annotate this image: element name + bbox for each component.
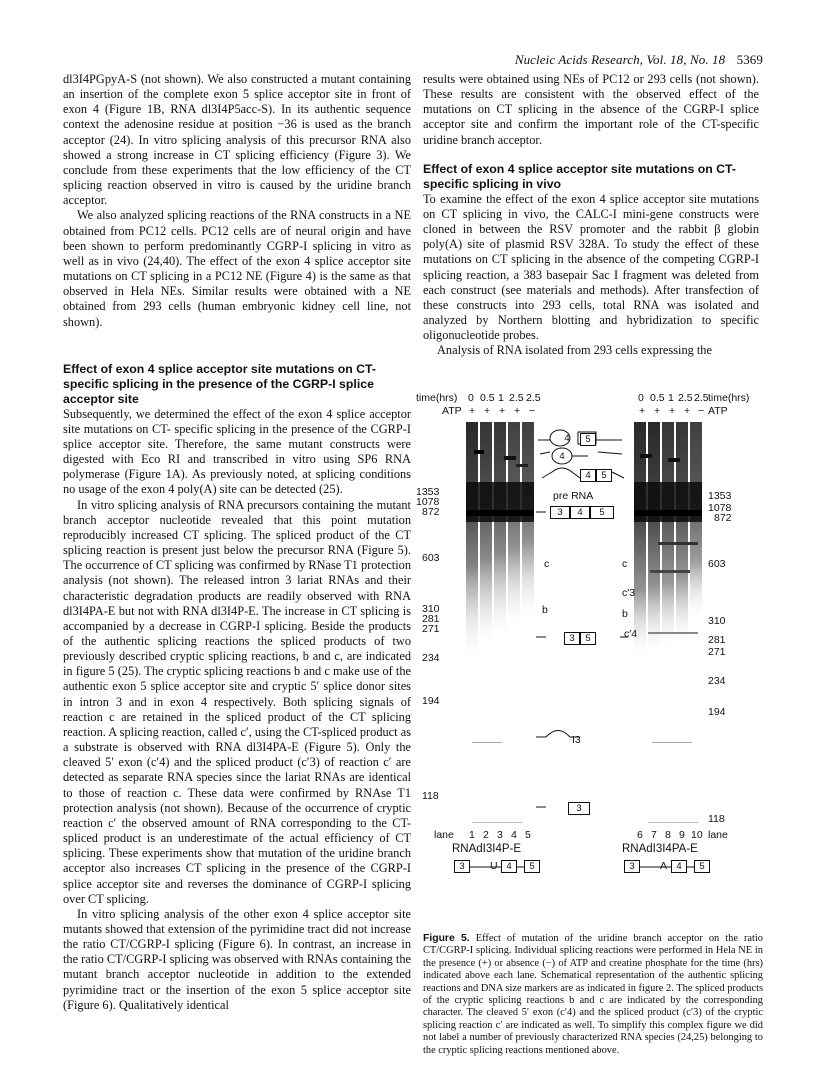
size-marker: 603 — [422, 552, 440, 564]
time-value: 0.5 — [480, 392, 495, 404]
time-value: 2.5 — [526, 392, 541, 404]
lane-number: 5 — [525, 829, 531, 841]
atp-sign: + — [684, 405, 691, 417]
construct-lines — [412, 860, 772, 874]
caption-text: Effect of mutation of the uridine branch acceptor on the ratio CT/CGRP-I splicing. Individual splicing reactions were performed in Hela NE in the presence (+) or absence (−) of ATP and creatine phosphate for the time (hrs) indicated above each lane. Schematical representation of the authentic splicing reactions and DNA size markers are as indicated in figure 2. The spliced products of the cryptic splicing reactions b and c are indicated by the corresponding character. The cleaved 5′ exon (c′4) and the spliced product (c′3) of the cryptic splicing reaction c′ are indicated as well. To simplify this complex figure we did not label a number of previously characterized RNA species (24,25) belonging to the cryptic splicing reactions mentioned above. — [423, 933, 763, 1056]
size-marker: 271 — [422, 623, 440, 635]
paragraph: We also analyzed splicing reactions of the RNA constructs in a NE obtained from PC12 cells. PC12 cells are of neural origin and have been shown to perform predominantly CGRP-I splicing in vitro as well as in vivo (24,40). The effect of the exon 4 splice acceptor site mutations on CT splicing in a PC12 NE (Figure 4) is the same as that observed in Hela NEs. Similar results were obtained with a NE obtained from 293 cells (human embryonic kidney cell line, not shown). — [63, 208, 411, 329]
paragraph: dl3I4PGpyA-S (not shown). We also constructed a mutant containing an insertion of the complete exon 5 splice acceptor site in front of exon 4 (Figure 1B, RNA dl3I4P5acc-S). In its authentic sequence context the adenosine residue at position −36 is used as the branch acceptor (24). In vitro splicing analysis of this precursor RNA also showed a strong increase in CT splicing efficiency (Figure 3). We conclude from these experiments that the low efficiency of the CT splicing reaction observed in vitro is caused by the uridine branch acceptor. — [63, 72, 411, 208]
cryptic-b-label: b — [542, 604, 548, 616]
intron-3-label: I3 — [572, 734, 581, 746]
exon-3-box: 3 — [454, 860, 470, 873]
exon-4-box: 4 — [570, 506, 590, 519]
exon-3-box: 3 — [564, 632, 580, 645]
time-value: 2.5 — [678, 392, 693, 404]
time-value: 1 — [668, 392, 674, 404]
size-marker: 872 — [422, 506, 440, 518]
cryptic-c4-label: c′4 — [624, 628, 638, 640]
exon-5-box: 5 — [580, 632, 596, 645]
exon-5-box: 5 — [524, 860, 540, 873]
atp-sign: + — [469, 405, 476, 417]
lane-number: 2 — [483, 829, 489, 841]
size-marker: 1078 — [708, 502, 732, 514]
size-marker: 872 — [714, 512, 732, 524]
lane-number: 4 — [511, 829, 517, 841]
time-value: 0 — [638, 392, 644, 404]
exon-3-box: 3 — [624, 860, 640, 873]
size-marker: 1353 — [416, 486, 440, 498]
paragraph: In vitro splicing analysis of RNA precursors containing the mutant branch acceptor nucleotide revealed that this point mutation reproducibly increased CT splicing. The spliced product of the CT splicing reaction is present just below the precursor RNA (Figure 5). The occurrence of CT splicing was confirmed by RNase T1 protection analysis (not shown). The released intron 3 lariat RNAs and their characteristic degradation products are readily observed with RNA dl3I4PA-E but not with RNA dl3I4P-E. The increase in CT splicing is accompanied by a decrease in CGRP-I splicing. Beside the products of the authentic splicing reactions the spliced products of two previously described cryptic splicing reactions, b and c, are indicated in figure 5 (25). The cryptic splicing reactions b and c make use of the authentic exon 5 splice acceptor site and cryptic 5′ splice donor sites in intron 3 and in exon 4 respectively. Both splicing signals of reaction c are retained in the spliced product of the CT splicing reaction. A splicing reaction, called c′, using the CT-spliced product as a substrate is observed with RNA dl3I4PA-E (Figure 5). Only the cleaved 5′ exon (c′4) and the spliced product (c′3) of reaction c′ are detected as separate RNA species since the lariat RNAs are identical to those of reaction c. These data were confirmed by RNAse T1 protection analysis (not shown). Because of the occurrence of cryptic reaction c′ the observed amount of RNA corresponding to the CT-spliced product is an underestimate of the actual efficiency of CT splicing. These experiments show that mutation of the uridine branch acceptor also increases CT splicing in the presence of the CGRP-I splice acceptor site and reverses the dominance of CGRP-I splicing over CT splicing. — [63, 497, 411, 906]
time-value: 2.5 — [509, 392, 524, 404]
exon-3-box: 3 — [550, 506, 570, 519]
lane-number: 10 — [691, 829, 703, 841]
atp-sign: + — [654, 405, 661, 417]
size-marker: 118 — [708, 813, 725, 825]
atp-sign: + — [499, 405, 506, 417]
cryptic-b-label: b — [622, 608, 628, 620]
figure-caption — [423, 933, 763, 1057]
atp-sign: − — [529, 405, 536, 417]
time-label-right: time(hrs) — [708, 392, 750, 404]
lane-number: 1 — [469, 829, 475, 841]
cryptic-c-label: c — [544, 558, 550, 570]
size-marker: 234 — [422, 652, 440, 664]
exon-4-box: 4 — [671, 860, 687, 873]
lane-number: 9 — [679, 829, 685, 841]
branch-a-label: A — [660, 860, 668, 872]
size-marker: 194 — [708, 706, 726, 718]
exon-5-box: 5 — [694, 860, 710, 873]
page-number: 5369 — [736, 52, 763, 67]
size-marker: 310 — [422, 603, 440, 615]
atp-label-left: ATP — [442, 405, 462, 417]
lane-number: 8 — [665, 829, 671, 841]
paragraph: results were obtained using NEs of PC12 or 293 cells (not shown). These results are consistent with the observed effect of the mutations on CT splicing in the absence of the CGRP-I splice acceptor site and confirm the important role of the CT-specific uridine branch acceptor. — [423, 72, 759, 147]
exon-5-box: 5 — [580, 433, 596, 446]
figure-5-gel — [412, 392, 772, 922]
cryptic-c3-label: c′3 — [622, 587, 636, 599]
lane-label-left: lane — [434, 829, 454, 841]
time-value: 0.5 — [650, 392, 665, 404]
size-marker: 1353 — [708, 490, 732, 502]
paragraph: Analysis of RNA isolated from 293 cells expressing the — [437, 343, 712, 358]
exon-5-box: 5 — [590, 506, 614, 519]
time-value: 0 — [468, 392, 474, 404]
paragraph: Subsequently, we determined the effect of the exon 4 splice acceptor site mutations on CT- specific splicing in the presence of the CGRP-I splice acceptor site. Therefore, the same mutant constructs were digested with Eco RI and transcribed in vitro using SP6 RNA polymerase (Figure 1A). As previously noted, at splicing conditions no usage of the exon 4 poly(A) site can be detected (25). — [63, 406, 411, 497]
journal-name: Nucleic Acids Research, Vol. 18, No. 18 — [514, 52, 726, 67]
section-heading: Effect of exon 4 splice acceptor site mutations on CT-specific splicing in vivo — [423, 161, 736, 191]
paragraph: In vitro splicing analysis of the other exon 4 splice acceptor site mutants showed that extension of the pyrimidine tract did not increase the ratio CT/CGRP-I splicing (Figure 6). In contrast, an increase in the ratio CT/CGRP-I splicing was observed with RNAs containing the mutant branch acceptor nucleotide in addition to the extended pyrimidine tract or the insertion of the exon 5 splice acceptor site (Figure 6). Qualitatively identical — [63, 906, 411, 1012]
right-column — [423, 72, 759, 359]
exon-3-box: 3 — [568, 802, 590, 815]
size-marker: 271 — [708, 646, 726, 658]
left-gel-lanes — [466, 422, 534, 662]
cryptic-c-label: c — [622, 558, 628, 570]
branch-u-label: U — [490, 860, 498, 872]
lane-number: 3 — [497, 829, 503, 841]
exon-5-box: 5 — [596, 469, 612, 482]
atp-sign: + — [669, 405, 676, 417]
section-heading: Effect of exon 4 splice acceptor site mutations on CT-specific splicing in the presence of the CGRP-I splice acceptor site — [63, 361, 376, 406]
size-marker: 603 — [708, 558, 726, 570]
size-marker: 234 — [708, 675, 726, 687]
rna-construct-right: RNAdI3I4PA-E — [622, 843, 698, 855]
atp-sign: + — [484, 405, 491, 417]
time-value: 1 — [498, 392, 504, 404]
atp-sign: + — [639, 405, 646, 417]
exon-4-label: 4 — [559, 451, 565, 462]
size-marker: 118 — [422, 790, 439, 802]
pre-rna-label: pre RNA — [553, 490, 594, 502]
size-marker: 281 — [422, 613, 440, 625]
time-value: 2.5 — [694, 392, 709, 404]
time-label-left: time(hrs) — [416, 392, 458, 404]
band-markers — [536, 512, 628, 807]
atp-sign: + — [514, 405, 521, 417]
paragraph: To examine the effect of the exon 4 splice acceptor site mutations on CT splicing in vivo, the CALC-I mini-gene constructs were cloned in between the RSV promoter and the rabbit β globin poly(A) site of plasmid RSV 328A. To study the effect of these mutations on CT splicing in the absence of the competing CGRP-I splicing reaction, a 383 basepair Sac I fragment was deleted from each construct (see materials and methods). After transfection of these constructs into 293 cells, total RNA was isolated and analyzed by Northern blotting and hybridization to specific oligonucleotide probes. — [423, 191, 759, 343]
size-marker: 194 — [422, 695, 440, 707]
running-header — [515, 52, 763, 68]
exon-4-box: 4 — [580, 469, 596, 482]
lane-number: 6 — [637, 829, 643, 841]
lane-number: 7 — [651, 829, 657, 841]
left-column — [63, 72, 411, 1013]
exon-4-label: 4 — [564, 433, 570, 444]
exon-4-box: 4 — [501, 860, 517, 873]
lane-label-right: lane — [708, 829, 728, 841]
atp-sign: − — [698, 405, 705, 417]
caption-label: Figure 5. — [423, 933, 470, 944]
right-gel-lanes — [634, 422, 702, 662]
size-marker: 310 — [708, 615, 726, 627]
atp-label-right: ATP — [708, 405, 728, 417]
size-marker: 281 — [708, 634, 726, 646]
rna-construct-left: RNAdI3I4P-E — [452, 843, 522, 855]
size-marker: 1078 — [416, 496, 440, 508]
